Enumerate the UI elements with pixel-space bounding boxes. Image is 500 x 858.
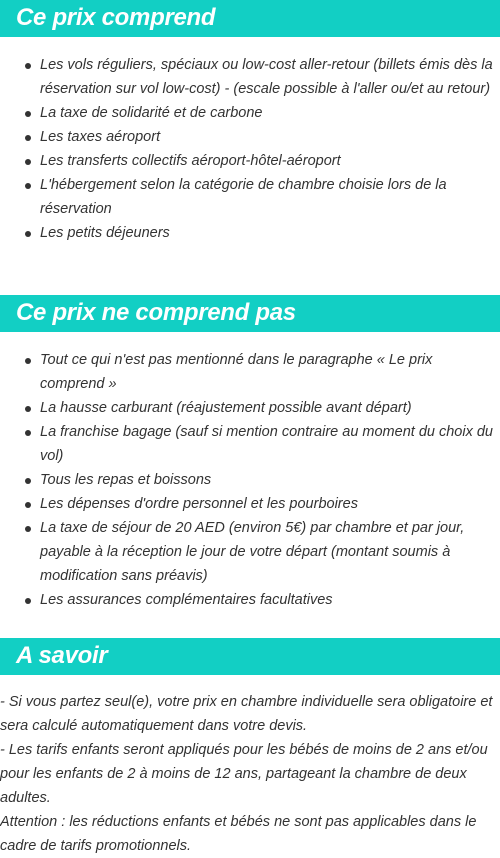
info-title: A savoir xyxy=(16,642,108,669)
bullet-icon xyxy=(25,406,31,412)
info-paragraph: Attention : les réductions enfants et bébés ne sont pas applicables dans le cadre de tarifs promotionnels. xyxy=(0,814,477,854)
list-item-text: Les vols réguliers, spéciaux ou low-cost aller-retour (billets émis dès la réservation sur vol low-cost) - (escale possible à l'aller ou/et au retour) xyxy=(40,57,493,97)
info-body xyxy=(0,690,500,858)
list-item xyxy=(0,396,500,420)
bullet-icon xyxy=(25,358,31,364)
included-title: Ce prix comprend xyxy=(16,4,216,31)
list-item-text: Les dépenses d'ordre personnel et les pourboires xyxy=(40,496,358,512)
list-item-text: Les petits déjeuners xyxy=(40,225,170,241)
list-item xyxy=(0,149,500,173)
list-item xyxy=(0,221,500,245)
list-item xyxy=(0,125,500,149)
excluded-list xyxy=(0,348,500,612)
list-item xyxy=(0,173,500,221)
list-item-text: La franchise bagage (sauf si mention contraire au moment du choix du vol) xyxy=(40,424,493,464)
bullet-icon xyxy=(25,478,31,484)
list-item-text: Les assurances complémentaires facultatives xyxy=(40,592,333,608)
list-item-text: L'hébergement selon la catégorie de chambre choisie lors de la réservation xyxy=(40,177,447,217)
info-header xyxy=(0,638,500,675)
list-item xyxy=(0,420,500,468)
excluded-header xyxy=(0,295,500,332)
list-item xyxy=(0,53,500,101)
info-paragraph: - Si vous partez seul(e), votre prix en chambre individuelle sera obligatoire et sera calculé automatiquement dans votre devis. xyxy=(0,694,493,734)
list-item xyxy=(0,348,500,396)
bullet-icon xyxy=(25,63,31,69)
bullet-icon xyxy=(25,135,31,141)
bullet-icon xyxy=(25,159,31,165)
list-item-text: Tout ce qui n'est pas mentionné dans le paragraphe « Le prix comprend » xyxy=(40,352,433,392)
included-list xyxy=(0,53,500,245)
list-item xyxy=(0,492,500,516)
list-item-text: Les transferts collectifs aéroport-hôtel-aéroport xyxy=(40,153,341,169)
list-item xyxy=(0,468,500,492)
excluded-title: Ce prix ne comprend pas xyxy=(16,299,296,326)
bullet-icon xyxy=(25,231,31,237)
list-item-text: Tous les repas et boissons xyxy=(40,472,212,488)
bullet-icon xyxy=(25,526,31,532)
list-item xyxy=(0,101,500,125)
included-header xyxy=(0,0,500,37)
list-item xyxy=(0,588,500,612)
bullet-icon xyxy=(25,183,31,189)
list-item-text: La hausse carburant (réajustement possible avant départ) xyxy=(40,400,412,416)
info-paragraph: - Les tarifs enfants seront appliqués pour les bébés de moins de 2 ans et/ou pour les enfants de 2 à moins de 12 ans, partageant la chambre de deux adultes. xyxy=(0,742,488,806)
bullet-icon xyxy=(25,111,31,117)
bullet-icon xyxy=(25,502,31,508)
bullet-icon xyxy=(25,598,31,604)
list-item xyxy=(0,516,500,588)
list-item-text: La taxe de solidarité et de carbone xyxy=(40,105,263,121)
list-item-text: Les taxes aéroport xyxy=(40,129,161,145)
bullet-icon xyxy=(25,430,31,436)
list-item-text: La taxe de séjour de 20 AED (environ 5€) par chambre et par jour, payable à la réception le jour de votre départ (montant soumis à modification sans préavis) xyxy=(40,520,465,584)
